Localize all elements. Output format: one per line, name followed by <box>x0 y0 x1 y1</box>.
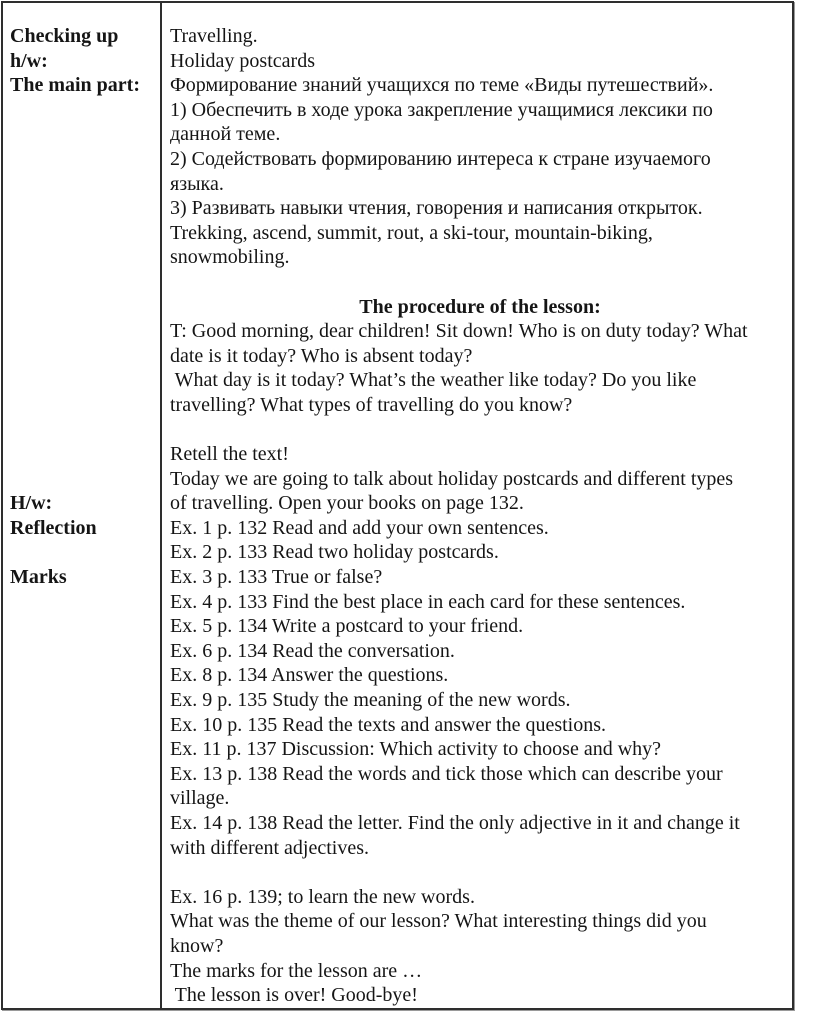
text-line <box>170 418 790 443</box>
text-line <box>10 270 156 295</box>
text-line <box>10 368 156 393</box>
text-line: Checking up <box>10 25 119 47</box>
text-line: Ex. 3 p. 133 True or false? <box>170 566 383 589</box>
text-line <box>10 467 156 492</box>
text-line: Ex. 10 p. 135 Read the texts and answer the questions. <box>170 713 607 736</box>
text-line: данной теме. <box>170 123 281 146</box>
text-line: Marks <box>10 566 67 589</box>
text-line <box>10 122 156 147</box>
text-line: The procedure of the lesson: <box>359 295 601 318</box>
text-line: snowmobiling. <box>170 246 290 269</box>
text-line: What day is it today? What’s the weather like today? Do you like <box>170 369 697 392</box>
text-line <box>10 344 156 369</box>
text-line: of travelling. Open your books on page 132. <box>170 492 524 515</box>
text-line: Ex. 11 p. 137 Discussion: Which activity to choose and why? <box>170 738 662 761</box>
text-line: H/w: <box>10 492 53 515</box>
text-line <box>10 418 156 443</box>
text-line: travelling? What types of travelling do you know? <box>170 393 573 416</box>
text-line <box>10 393 156 418</box>
text-line: Reflection <box>10 516 97 539</box>
text-line: The lesson is over! Good-bye! <box>170 984 418 1007</box>
text-line: with different adjectives. <box>170 836 370 859</box>
text-line: village. <box>170 787 230 810</box>
text-line: 3) Развивать навыки чтения, говорения и написания открыток. <box>170 197 703 220</box>
text-line: Ex. 14 p. 138 Read the letter. Find the only adjective in it and change it <box>170 812 740 834</box>
text-line <box>10 147 156 172</box>
stage-labels-column <box>3 3 160 1008</box>
lesson-plan-table <box>1 1 794 1010</box>
text-line: 2) Содействовать формированию интереса к стране изучаемого <box>170 147 711 170</box>
text-line <box>10 98 156 123</box>
text-line: Формирование знаний учащихся по теме «Виды путешествий». <box>170 74 714 97</box>
text-line: Ex. 4 p. 133 Find the best place in each card for these sentences. <box>170 590 686 613</box>
text-line: Travelling. <box>170 25 258 47</box>
text-line: The marks for the lesson are … <box>170 959 423 982</box>
text-line: 1) Обеспечить в ходе урока закрепление учащимися лексики по <box>170 98 713 121</box>
text-line: Ex. 8 p. 134 Answer the questions. <box>170 664 449 687</box>
text-line <box>170 860 790 885</box>
text-line: Ex. 1 p. 132 Read and add your own sentences. <box>170 516 549 539</box>
text-line: know? <box>170 934 224 957</box>
text-line <box>10 540 156 565</box>
text-line: Trekking, ascend, summit, rout, a ski-tour, mountain-biking, <box>170 221 653 244</box>
lesson-content-column <box>162 3 792 1008</box>
text-line: Ex. 2 p. 133 Read two holiday postcards. <box>170 541 499 564</box>
text-line <box>10 196 156 221</box>
text-line: языка. <box>170 172 224 195</box>
text-line: Ex. 6 p. 134 Read the conversation. <box>170 639 455 662</box>
text-line: h/w: <box>10 49 48 72</box>
text-line: Ex. 16 p. 139; to learn the new words. <box>170 885 475 908</box>
text-line: date is it today? Who is absent today? <box>170 344 473 367</box>
text-line <box>10 245 156 270</box>
text-line <box>10 221 156 246</box>
text-line: Holiday postcards <box>170 49 315 72</box>
text-line <box>170 270 790 295</box>
text-line: Today we are going to talk about holiday postcards and different types <box>170 467 734 490</box>
text-line: T: Good morning, dear children! Sit down! Who is on duty today? What <box>170 320 748 343</box>
text-line <box>10 295 156 320</box>
text-line <box>10 172 156 197</box>
text-line: What was the theme of our lesson? What interesting things did you <box>170 910 707 933</box>
text-line: Retell the text! <box>170 443 289 466</box>
text-line: Ex. 9 p. 135 Study the meaning of the new words. <box>170 689 571 712</box>
text-line: Ex. 5 p. 134 Write a postcard to your friend. <box>170 615 524 638</box>
text-line: Ex. 13 p. 138 Read the words and tick those which can describe your <box>170 762 723 785</box>
text-line <box>10 319 156 344</box>
text-line <box>10 442 156 467</box>
text-line: The main part: <box>10 74 140 97</box>
